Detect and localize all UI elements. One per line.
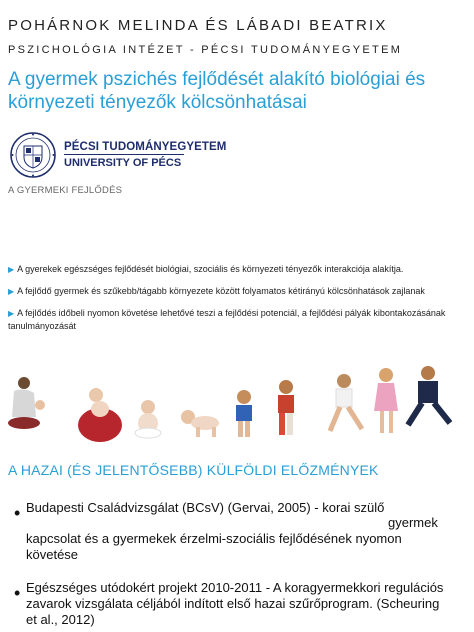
- reference-float-word: gyermek: [388, 515, 438, 530]
- section-heading-antecedents: A HAZAI (ÉS JELENTŐSEBB) KÜLFÖLDI ELŐZMÉNYEK: [8, 462, 379, 478]
- list-item: [8, 307, 468, 332]
- university-logo: [8, 130, 238, 180]
- page-title: A gyermek pszichés fejlődését alakító biológiai és környezeti tényezők kölcsönhatásai: [8, 69, 426, 113]
- triangle-bullet-icon: ▶: [8, 265, 15, 274]
- child-walking-figure: [278, 380, 294, 435]
- child-development-illustration: [0, 365, 474, 445]
- list-item: [8, 263, 468, 276]
- sitting-baby-figure: [135, 400, 161, 438]
- bullet-dot-icon: •: [14, 583, 21, 603]
- list-item-text: A fejlődő gyermek és szűkebb/tágabb környezete között folyamatos kétirányú kölcsönhatások zajlanak: [17, 286, 425, 296]
- running-boy-figure: [408, 366, 450, 425]
- triangle-bullet-icon: ▶: [8, 309, 15, 318]
- list-item: [14, 580, 454, 628]
- toddler-standing-figure: [236, 390, 252, 437]
- girl-pink-dress-figure: [374, 368, 398, 433]
- affiliation-heading: PSZICHOLÓGIA INTÉZET - PÉCSI TUDOMÁNYEGYETEM: [8, 44, 403, 56]
- logo-divider: [64, 154, 184, 155]
- list-item-text: A gyerekek egészséges fejlődését biológiai, szociális és környezeti tényezők interakciója alakítja.: [17, 264, 404, 274]
- mother-and-baby-figure: [8, 377, 45, 429]
- authors-heading: POHÁRNOK MELINDA ÉS LÁBADI BEATRIX: [8, 17, 388, 34]
- list-item-text: A fejlődés időbeli nyomon követése lehetővé teszi a fejlődési potenciál, a fejlődési pályák kibontakozásának tanulmányozását: [8, 308, 446, 331]
- triangle-bullet-icon: ▶: [8, 287, 15, 296]
- references-list: [14, 500, 454, 628]
- reference-line: Budapesti Családvizsgálat (BCsV) (Gervai, 2005) - korai szülő: [26, 500, 385, 515]
- university-seal-icon: [11, 133, 55, 177]
- baby-on-ball-figure: [78, 388, 122, 442]
- reference-rest: kapcsolat és a gyermekek érzelmi-szociális fejlődésének nyomon követése: [26, 531, 402, 562]
- university-name-hu: PÉCSI TUDOMÁNYEGYETEM: [64, 141, 227, 153]
- list-item: [14, 500, 454, 570]
- list-item: [8, 285, 468, 298]
- reference-text: Egészséges utódokért projekt 2010-2011 - A koragyermekkori regulációs zavarok vizsgálata céljából indított első hazai szűrőprogram. (Scheuring et al., 2012): [26, 580, 444, 627]
- running-child-figure: [330, 374, 362, 431]
- bullet-dot-icon: •: [14, 503, 21, 523]
- university-name-en: UNIVERSITY OF PÉCS: [64, 157, 182, 169]
- key-points-list: [8, 263, 468, 341]
- section-heading-development: A GYERMEKI FEJLŐDÉS: [8, 185, 123, 196]
- crawling-baby-figure: [181, 410, 219, 437]
